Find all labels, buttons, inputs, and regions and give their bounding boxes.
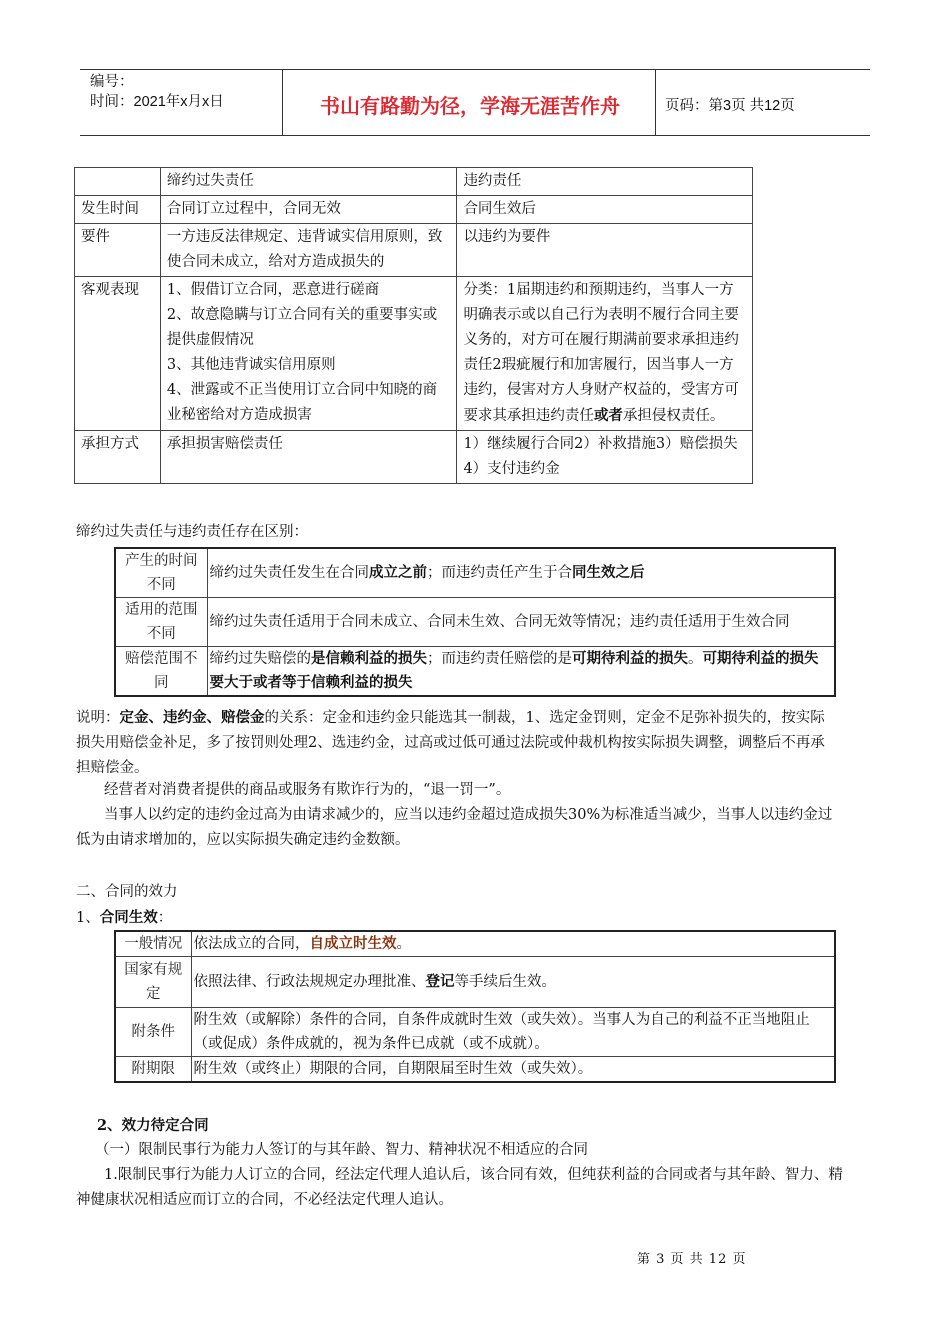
cell-text: 承担侵权责任。 xyxy=(622,408,725,424)
table-cell xyxy=(191,931,835,957)
header-meta xyxy=(90,72,224,112)
header-divider-right xyxy=(655,69,656,135)
cell-bold-text: 是信赖利益的损失 xyxy=(311,650,427,667)
table-header-row xyxy=(75,168,753,196)
cell-text: 缔约过失赔偿的 xyxy=(209,651,311,667)
header-motto: 书山有路勤为径，学海无涯苦作舟 xyxy=(320,94,620,118)
list-item: 2、故意隐瞒与订立合同有关的重要事实或提供虚假情况 xyxy=(166,307,438,348)
table-row xyxy=(75,277,753,431)
row-label: 国家有规定 xyxy=(115,957,191,1008)
table-row xyxy=(115,548,835,598)
effect-table xyxy=(114,930,836,1083)
subsection-title xyxy=(76,905,836,931)
penalty-paragraph: 当事人以约定的违约金过高为由请求减少的，应当以违约金超过造成损失30%为标准适当减少，当事人以违约金过低为由请求增加的，应以实际损失确定违约金数额。 xyxy=(76,807,833,848)
table-cell: 附生效（或解除）条件的合同，自条件成就时生效（或失效）。当事人为自己的利益不正当地阻止（或促成）条件成就的，视为条件已成就（或不成就）。 xyxy=(191,1008,835,1057)
table-cell: 附生效（或终止）期限的合同，自期限届至时生效（或失效）。 xyxy=(191,1057,835,1083)
header-page-number: 页码：第3页 共12页 xyxy=(665,98,795,114)
header-divider-left xyxy=(282,69,283,135)
cell-text: 。 xyxy=(396,936,411,952)
row-label: 客观表现 xyxy=(75,277,161,431)
cell-bold-text: 登记 xyxy=(425,973,455,990)
cell-text: 缔约过失责任发生在合同 xyxy=(209,565,369,581)
table-cell xyxy=(207,647,835,697)
row-label: 承担方式 xyxy=(75,431,161,484)
explain-text: 的关系：定金和违约金只能选其一制裁，1、选定金罚则，定金不足弥补损失的，按实际损失用赔偿金补足，多了按罚则处理2、选违约金，过高或过低可通过法院或仲裁机构按实际损失调整，调整后不再承担赔偿金。 xyxy=(76,710,825,776)
table-row xyxy=(115,931,835,957)
cell-bold-text: 可期待利益的损失 xyxy=(572,650,688,667)
row-label: 发生时间 xyxy=(75,196,161,224)
cell-bold-text: 可期待利益的损失要大于或者等于信赖利益的损失 xyxy=(209,650,819,691)
subsection-bold: 合同生效 xyxy=(99,909,158,926)
table-row xyxy=(115,957,835,1008)
table-row xyxy=(115,647,835,697)
page-footer: 第 3 页 共 12 页 xyxy=(637,1252,747,1267)
intro-line: 缔约过失责任与违约责任存在区别： xyxy=(76,524,308,540)
header-time: 时间：2021年x月x日 xyxy=(90,94,224,110)
table-cell xyxy=(207,548,835,598)
cell-text: ；而违约责任赔偿的是 xyxy=(427,651,572,667)
header-number: 编号： xyxy=(90,74,134,90)
comparison-table xyxy=(74,167,753,484)
subsection-colon: ： xyxy=(157,910,173,926)
row-label: 要件 xyxy=(75,224,161,277)
table-row xyxy=(115,598,835,647)
cell-text: 。 xyxy=(688,651,703,667)
list-item: 3、其他违背诚实信用原则 xyxy=(166,357,336,373)
row-label: 一般情况 xyxy=(115,931,191,957)
fraud-paragraph: 经营者对消费者提供的商品或服务有欺诈行为的，“退一罚一”。 xyxy=(104,782,511,798)
cell-text: 分类：1届期违约和预期违约，当事人一方明确表示或以自己行为表明不履行合同主要义务的，对方可在履行期满前要求承担违约责任2瑕疵履行和加害履行，因当事人一方违约，侵害对方人身财产权益的，受害方可要求其承担违约责任 xyxy=(463,282,739,424)
table-cell: 1）继续履行合同2）补救措施3）赔偿损失4）支付违约金 xyxy=(457,431,753,484)
row-label: 附期限 xyxy=(115,1057,191,1083)
row-label: 产生的时间不同 xyxy=(115,548,207,598)
table-row xyxy=(75,431,753,484)
explain-bold: 定金、违约金、赔偿金 xyxy=(119,709,265,726)
list-item: 4、泄露或不正当使用订立合同中知晓的商业秘密给对方造成损害 xyxy=(166,382,438,423)
subsection-number: 1、 xyxy=(76,910,100,926)
subsection-2-item: （一）限制民事行为能力人签订的与其年龄、智力、精神状况不相适应的合同 xyxy=(95,1142,588,1158)
table-header-cell: 缔约过失责任 xyxy=(160,168,457,196)
cell-bold-text: 或者 xyxy=(593,407,623,424)
table-cell: 以违约为要件 xyxy=(457,224,753,277)
list-item: 1、假借订立合同，恶意进行磋商 xyxy=(166,282,380,298)
header-bottom-rule xyxy=(80,135,870,136)
table-cell xyxy=(457,277,753,431)
cell-bold-text: 成立之前 xyxy=(369,564,427,581)
table-cell: 缔约过失责任适用于合同未成立、合同未生效、合同无效等情况；违约责任适用于生效合同 xyxy=(207,598,835,647)
cell-text: 等手续后生效。 xyxy=(454,974,556,990)
table-cell: 合同订立过程中，合同无效 xyxy=(160,196,457,224)
row-label: 附条件 xyxy=(115,1008,191,1057)
header-top-rule xyxy=(80,69,870,70)
table-header-cell: 违约责任 xyxy=(457,168,753,196)
cell-text: 依法成立的合同， xyxy=(193,936,310,952)
table-cell xyxy=(191,957,835,1008)
table-row xyxy=(115,1057,835,1083)
table-cell: 承担损害赔偿责任 xyxy=(160,431,457,484)
cell-emphasis-text: 自成立时生效 xyxy=(309,935,397,952)
table-cell: 一方违反法律规定、违背诚实信用原则，致使合同未成立，给对方造成损失的 xyxy=(160,224,457,277)
cell-bold-text: 同生效之后 xyxy=(572,564,645,581)
cell-text: 依照法律、行政法规规定办理批准、 xyxy=(193,974,426,990)
table-row xyxy=(75,196,753,224)
subsection-2-title: 2、效力待定合同 xyxy=(97,1117,209,1134)
table-cell xyxy=(160,277,457,431)
row-label: 适用的范围不同 xyxy=(115,598,207,647)
difference-table xyxy=(114,547,836,697)
row-label: 赔偿范围不同 xyxy=(115,647,207,697)
section-title: 二、合同的效力 xyxy=(76,884,178,900)
table-header-cell xyxy=(75,168,161,196)
table-row xyxy=(75,224,753,277)
explain-prefix: 说明： xyxy=(76,710,120,726)
explain-paragraph xyxy=(76,705,836,781)
table-row xyxy=(115,1008,835,1057)
subsection-2-paragraph: 1.限制民事行为能力人订立的合同，经法定代理人追认后，该合同有效，但纯获利益的合同或者与其年龄、智力、精神健康状况相适应而订立的合同，不必经法定代理人追认。 xyxy=(76,1167,843,1208)
cell-text: ；而违约责任产生于合 xyxy=(427,565,572,581)
table-cell: 合同生效后 xyxy=(457,196,753,224)
